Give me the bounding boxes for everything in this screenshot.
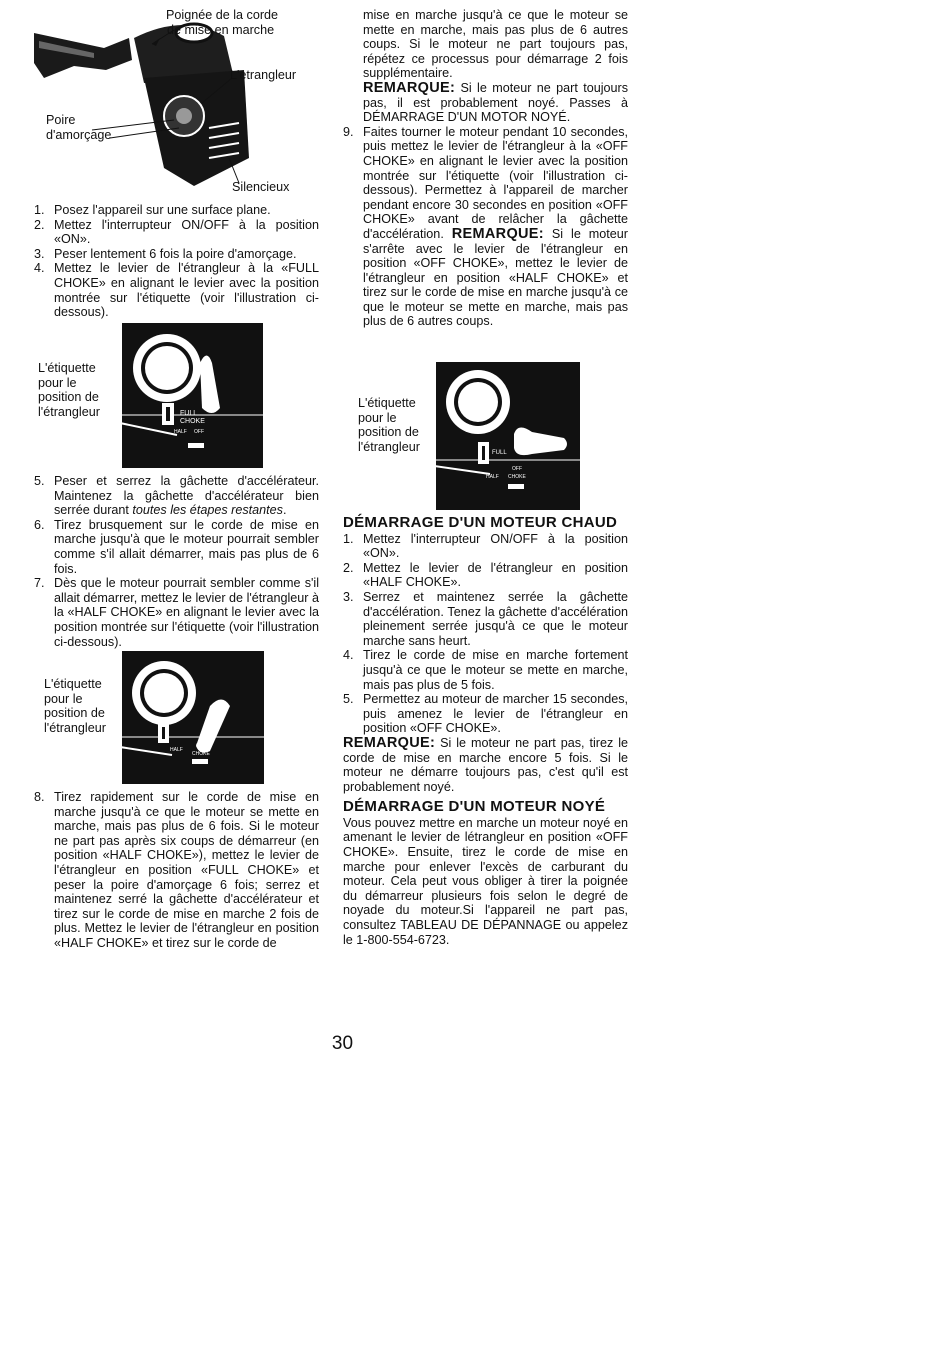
- remark-label: REMARQUE:: [343, 734, 436, 751]
- half-text: HALF: [174, 429, 187, 435]
- steps-5-7: [34, 474, 319, 649]
- choke-decal-full: [122, 323, 263, 468]
- list-item: [343, 532, 628, 561]
- caption-line: pour le: [38, 375, 77, 390]
- off-text: OFF: [196, 743, 206, 749]
- step-number: 1.: [34, 203, 45, 217]
- step-number: 6.: [34, 517, 45, 532]
- choke-label-caption: [358, 396, 420, 454]
- caption-line: L'étiquette: [44, 677, 102, 691]
- right-column-bottom: [343, 510, 628, 947]
- step-text: Mettez le levier de l'étrangleur en position «HALF CHOKE».: [363, 560, 628, 590]
- step-8-continued: mise en marche jusqu'à ce que le moteur se mette en marche, mais pas plus de 6 autres coups. Si le moteur ne part toujours pas, répétez ce processus pour démarrage 2 fois supplémentaire.: [363, 8, 628, 81]
- caption-line: L'étiquette: [358, 396, 416, 410]
- full-text: FULL: [180, 410, 198, 417]
- caption-line: position de: [358, 425, 419, 440]
- list-item: [343, 692, 628, 736]
- step-number: 2.: [343, 560, 354, 575]
- list-item: [343, 561, 628, 590]
- step-number: 5.: [34, 474, 45, 488]
- remark-text: Si le moteur ne part toujours pas, il est probablement noyé. Passes à DÉMARRAGE D'UN MOTOR NOYÉ.: [363, 80, 628, 125]
- right-column-top: [343, 8, 628, 329]
- label-starter-handle-1: Poignée de la corde: [166, 8, 279, 22]
- list-item: [34, 474, 319, 518]
- step-8: [34, 790, 319, 951]
- label-primer-2: d'amorçage: [46, 128, 112, 142]
- list-item: [34, 261, 319, 319]
- step-number: 1.: [343, 531, 354, 546]
- off-text: OFF: [194, 429, 204, 435]
- list-item: [34, 203, 319, 218]
- list-item: [34, 247, 319, 262]
- step-number: 7.: [34, 576, 45, 591]
- step-text: Faites tourner le moteur pendant 10 secondes, puis mettez le levier de l'étrangleur à la «OFF CHOKE» en alignant le levier avec la position montrée sur l'étiquette (voir l'illustration ci-dessous). Permettez à l'appareil de marcher pendant encore 30 secondes en position «OFF CHOKE» avant de relâcher la gâchette d'accélération.: [363, 124, 628, 241]
- step-number: 3.: [343, 589, 354, 604]
- remark-text: Si le moteur ne part pas, tirez le corde de mise en marche encore 5 fois. Si le moteur ne démarre toujours pas, c'est qu'il est probablement noyé.: [343, 735, 628, 794]
- step-emphasis: toutes les étapes restantes: [132, 503, 283, 518]
- flooded-text: Vous pouvez mettre en marche un moteur noyé en amenant le levier de létrangleur en position «OFF CHOKE». Ensuite, tirez le corde de mise en marche pour enlever l'excès de carburant du moteur. Cela peut vous obliger à tirer la poignée du démarreur plusieurs fois selon le degré de noyade du moteur.Si l'appareil ne part pas, consultez TABLEAU DE DÉPANNAGE ou appelez le 1-800-554-6723.: [343, 815, 628, 947]
- step-text: Peser lentement 6 fois la poire d'amorçage.: [54, 246, 297, 261]
- list-item: [343, 590, 628, 648]
- step-text: Permettez au moteur de marcher 15 secondes, puis amenez le levier de l'étrangleur en position «OFF CHOKE».: [363, 692, 628, 736]
- caption-line: l'étrangleur: [44, 720, 106, 735]
- step-number: 4.: [343, 648, 354, 663]
- full-text: FULL: [492, 450, 507, 456]
- label-starter-handle-2: de mise en marche: [167, 23, 275, 37]
- caption-line: l'étrangleur: [358, 439, 420, 454]
- step-number: 3.: [34, 246, 45, 261]
- steps-1-4: [34, 203, 319, 320]
- choke-label-figure-off: [358, 362, 580, 510]
- list-item: [343, 125, 628, 329]
- step-number: 9.: [343, 124, 354, 139]
- step-text: Si le moteur s'arrête avec le levier de l'étrangleur en position «OFF CHOKE», mettez le levier de l'étrangleur en position «HALF CHOKE» et tirez sur le corde de mise en marche jusqu'à ce que le moteur se mette en marche, mais pas plus de 6 autres coups.: [363, 226, 628, 329]
- step-number: 8.: [34, 790, 45, 804]
- choke-label-figure-half: [44, 651, 264, 784]
- step-text: Peser et serrez la gâchette d'accélérateur. Maintenez la gâchette d'accélérateur bien serrée durant: [54, 474, 319, 518]
- step-number: 5.: [343, 692, 354, 707]
- step-text: Serrez et maintenez serrée la gâchette d'accélération. Tenez la gâchette d'accélération pleinement serrée jusqu'à ce que le moteur marche sans heurt.: [363, 589, 628, 648]
- list-item: [34, 576, 319, 649]
- caption-line: L'étiquette: [38, 361, 96, 375]
- label-muffler: Silencieux: [232, 180, 290, 194]
- step-text: Mettez l'interrupteur ON/OFF à la position «ON».: [363, 531, 628, 561]
- choke-text: CHOKE: [180, 418, 205, 425]
- step-number: 4.: [34, 261, 45, 276]
- hot-remark: [343, 736, 628, 794]
- step-text: Mettez le levier de l'étrangleur à la «FULL CHOKE» en alignant le levier avec la position montrée sur l'étiquette (voir l'illustration ci-dessous).: [54, 261, 319, 320]
- caption-line: position de: [38, 390, 99, 405]
- list-item: [34, 790, 319, 951]
- step-text: Tirez brusquement sur le corde de mise en marche jusqu'à que le moteur pourrait sembler comme s'il allait démarrer, mais pas plus de 6 fois.: [54, 517, 319, 576]
- remark-1: [343, 81, 628, 125]
- half-text: HALF: [170, 747, 183, 753]
- flooded-start-heading: DÉMARRAGE D'UN MOTEUR NOYÉ: [343, 798, 606, 816]
- caption-line: pour le: [358, 410, 397, 425]
- step-end: .: [282, 503, 287, 518]
- remark-label: REMARQUE:: [363, 79, 456, 96]
- choke-label-figure-full: [38, 323, 263, 468]
- hot-start-heading: DÉMARRAGE D'UN MOTEUR CHAUD: [343, 514, 618, 531]
- choke-text: CHOKE: [508, 474, 526, 480]
- caption-line: l'étrangleur: [38, 404, 100, 419]
- engine-illustration: [34, 8, 324, 203]
- page-number: 30: [331, 1033, 354, 1054]
- step-text: Tirez le corde de mise en marche fortement jusqu'à ce que le moteur se mette en marche, mais pas plus de 5 fois.: [363, 648, 628, 692]
- choke-label-caption: [44, 677, 106, 735]
- remark-label: REMARQUE:: [451, 225, 544, 242]
- label-primer-1: Poire: [46, 113, 76, 127]
- choke-decal-off: [436, 362, 580, 510]
- choke-label-caption: [38, 361, 100, 419]
- step-text: Posez l'appareil sur une surface plane.: [54, 203, 271, 217]
- off-text: OFF: [512, 466, 522, 472]
- caption-line: pour le: [44, 691, 83, 706]
- step-text: Tirez rapidement sur le corde de mise en marche jusqu'à ce que le moteur se mette en marche, mais pas plus de 6 fois. Si le moteur ne part pas après six coups de démarreur (en position «HALF CHOKE»), mettez le levier de l'étrangleur en position «FULL CHOKE» et peser la poire d'amorçage 6 fois; serrez et maintenez serré la gâchette d'accélérateur et tirez sur le corde de mise en marche 2 fois de plus. Mettez le levier de l'étrangleur en position «HALF CHOKE» et tirez sur le corde de: [54, 790, 319, 950]
- choke-text: CHOKE: [192, 751, 210, 757]
- label-choke: L'etrangleur: [230, 68, 297, 82]
- list-item: [343, 648, 628, 692]
- caption-line: position de: [44, 706, 105, 721]
- step-number: 2.: [34, 217, 45, 232]
- choke-decal-half: [122, 651, 264, 784]
- step-text: Dès que le moteur pourrait sembler comme s'il allait démarrer, mettez le levier de l'étrangleur à la «HALF CHOKE» en alignant le levier avec la position montrée sur l'étiquette (voir l'illustration ci-dessous).: [54, 576, 319, 649]
- half-text: HALF: [486, 474, 499, 480]
- list-item: [34, 518, 319, 576]
- list-item: [34, 218, 319, 247]
- step-text: Mettez l'interrupteur ON/OFF à la position «ON».: [54, 217, 319, 247]
